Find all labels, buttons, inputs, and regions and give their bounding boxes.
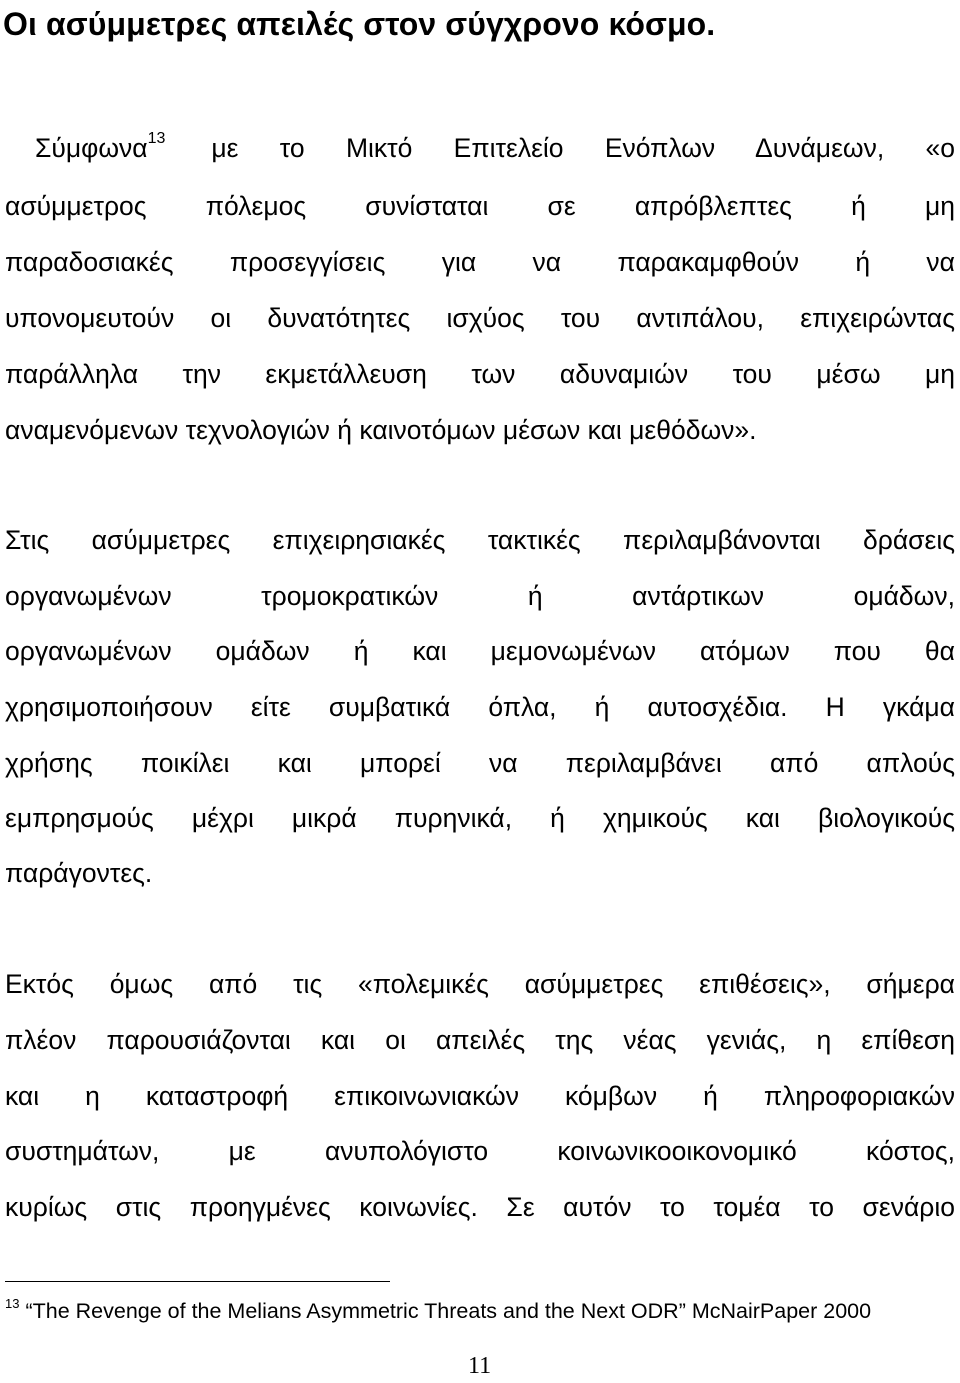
paragraph-1-line-1 — [5, 131, 955, 165]
paragraph-3-line: κυρίως στις προηγμένες κοινωνίες. Σε αυτόν το τομέα το σενάριο — [5, 1192, 955, 1222]
footnote — [5, 1296, 940, 1326]
paragraph-2-line: χρησιμοποιήσουν είτε συμβατικά όπλα, ή αυτοσχέδια. Η γκάμα — [5, 692, 955, 722]
paragraph-3-line: Εκτός όμως από τις «πολεμικές ασύμμετρες επιθέσεις», σήμερα — [5, 969, 955, 999]
paragraph-3-line: πλέον παρουσιάζονται και οι απειλές της νέας γενιάς, η επίθεση — [5, 1025, 955, 1055]
paragraph-3-line: και η καταστροφή επικοινωνιακών κόμβων ή πληροφοριακών — [5, 1081, 955, 1111]
paragraph-2-line: εμπρησμούς μέχρι μικρά πυρηνικά, ή χημικούς και βιολογικούς — [5, 803, 955, 833]
paragraph-1-line-1-text: με το Μικτό Επιτελείο Ενόπλων Δυνάμεων, «ο — [211, 133, 955, 163]
paragraph-1-line: αναμενόμενων τεχνολογιών ή καινοτόμων μέσων και μεθόδων». — [5, 415, 757, 445]
paragraph-2-line: παράγοντες. — [5, 858, 153, 888]
paragraph-1-line: ασύμμετρος πόλεμος συνίσταται σε απρόβλεπτες ή μη — [5, 191, 955, 221]
footnote-separator — [5, 1281, 390, 1282]
paragraph-1-lead: Σύμφωνα — [35, 133, 148, 163]
footnote-number: 13 — [5, 1296, 20, 1311]
paragraph-2-line: οργανωμένων ομάδων ή και μεμονωμένων ατόμων που θα — [5, 636, 955, 666]
paragraph-1-line: παραδοσιακές προσεγγίσεις για να παρακαμφθούν ή να — [5, 247, 955, 277]
footnote-text: “The Revenge of the Melians Asymmetric Threats and the Next ODR” McNairPaper 2000 — [25, 1299, 872, 1323]
paragraph-3-line: συστημάτων, με ανυπολόγιστο κοινωνικοοικονομικό κόστος, — [5, 1136, 955, 1166]
paragraph-1-line: υπονομευτούν οι δυνατότητες ισχύος του αντιπάλου, επιχειρώντας — [5, 303, 955, 333]
footnote-reference: 13 — [147, 130, 166, 147]
paragraph-1-line: παράλληλα την εκμετάλλευση των αδυναμιών του μέσω μη — [5, 359, 955, 389]
page-number: 11 — [468, 1353, 492, 1379]
paragraph-2-line: χρήσης ποικίλει και μπορεί να περιλαμβάνει από απλούς — [5, 748, 955, 778]
paragraph-2-line: οργανωμένων τρομοκρατικών ή αντάρτικων ομάδων, — [5, 581, 955, 611]
page-title: Οι ασύμμετρες απειλές στον σύγχρονο κόσμο. — [3, 6, 716, 42]
paragraph-2-line: Στις ασύμμετρες επιχειρησιακές τακτικές περιλαμβάνονται δράσεις — [5, 525, 955, 555]
